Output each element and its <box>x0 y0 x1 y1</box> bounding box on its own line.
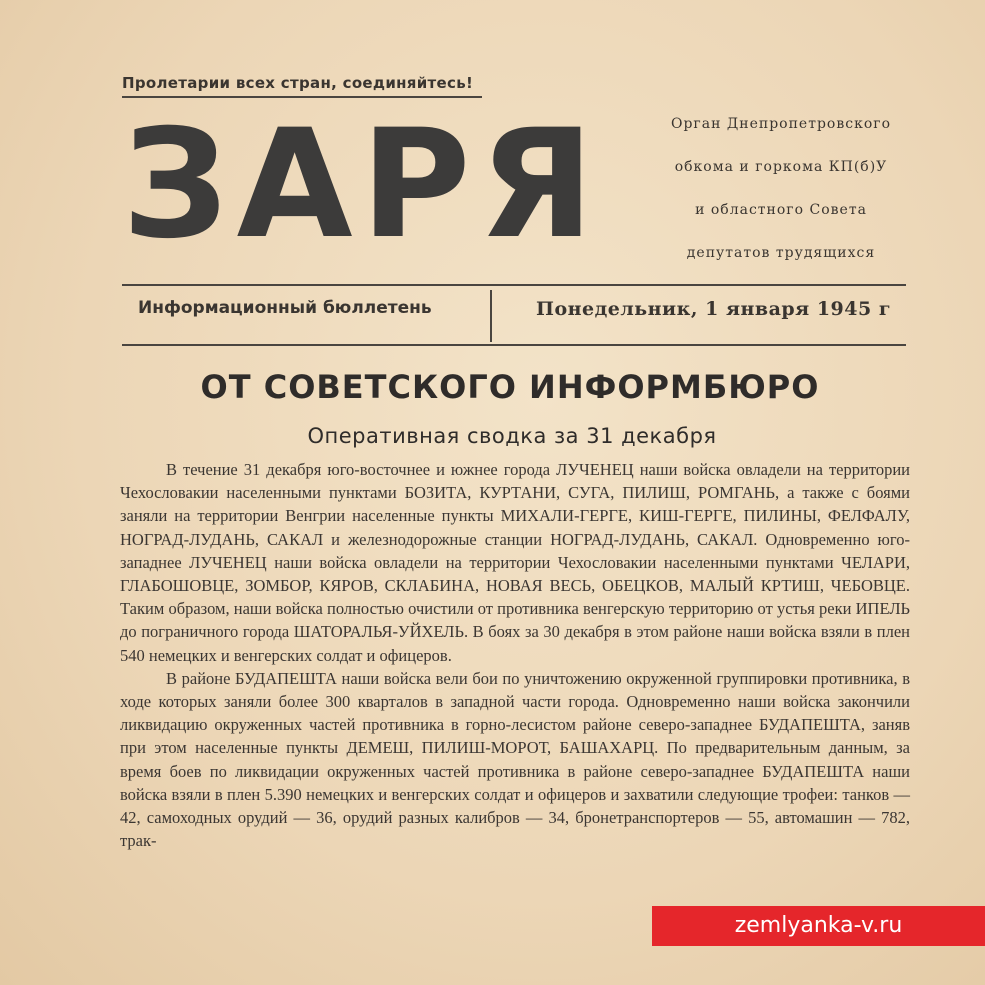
masthead-title: ЗАРЯ <box>122 98 603 272</box>
publisher-info <box>636 112 926 284</box>
slogan: Пролетарии всех стран, соединяйтесь! <box>122 74 474 92</box>
header-divider <box>490 290 492 342</box>
site-watermark: zemlyanka-v.ru <box>652 906 985 946</box>
article-headline: ОТ СОВЕТСКОГО ИНФОРМБЮРО <box>200 368 820 406</box>
article-subheadline: Оперативная сводка за 31 декабря <box>307 424 717 448</box>
issue-date: Понедельник, 1 января 1945 г <box>536 298 891 320</box>
header-rule-bottom <box>122 344 906 346</box>
article-body <box>120 458 910 852</box>
bulletin-label: Информационный бюллетень <box>138 298 432 318</box>
article-paragraph: В районе БУДАПЕШТА наши войска вели бои по уничтожению окруженной группировки противника, в ходе которых заняли более 300 кварталов в западной части города. Одновременно наши войска закончили ликвидацию окруженных частей противника в горно-лесистом районе северо-западнее БУДАПЕШТА, заняв при этом населенные пункты ДЕМЕШ, ПИЛИШ-МОРОТ, БАШАХАРЦ. По предварительным данным, за время боев по ликвидации окруженных частей противника в районе северо-западнее БУДАПЕШТА наши войска взяли в плен 5.390 немецких и венгерских солдат и офицеров и захватили следующие трофеи: танков — 42, самоходных орудий — 36, орудий разных калибров — 34, бронетранспортеров — 55, автомашин — 782, трак- <box>120 668 910 851</box>
publisher-line: Орган Днепропетровского <box>670 116 892 132</box>
publisher-line: депутатов трудящихся <box>686 245 876 261</box>
header-rule-top <box>122 284 906 286</box>
article-paragraph: В течение 31 декабря юго-восточнее и южнее города ЛУЧЕНЕЦ наши войска овладели на территории Чехословакии населенными пунктами БОЗИТА, КУРТАНИ, СУГА, ПИЛИШ, РОМГАНЬ, а также с боями заняли на территории Венгрии населенные пункты МИХАЛИ-ГЕРГЕ, КИШ-ГЕРГЕ, ПИЛИНЫ, ФЕЛФАЛУ, НОГРАД-ЛУДАНЬ, САКАЛ и железнодорожные станции НОГРАД-ЛУДАНЬ, САКАЛ. Одновременно юго-западнее ЛУЧЕНЕЦ наши войска овладели на территории Чехословакии населенными пунктами ЧЕЛАРИ, ГЛАБОШОВЦЕ, ЗОМБОР, КЯРОВ, СКЛАБИНА, НОВАЯ ВЕСЬ, ОБЕЦКОВ, МАЛЫЙ КРТИШ, ЧЕБОВЦЕ. Таким образом, наши войска полностью очистили от противника венгерскую территорию от устья реки ИПЕЛЬ до пограничного города ШАТОРАЛЬЯ-УЙХЕЛЬ. В боях за 30 декабря в этом районе наши войска взяли в плен 540 немецких и венгерских солдат и офицеров. <box>120 460 910 665</box>
publisher-line: и областного Совета <box>695 202 867 218</box>
publisher-line: обкома и горкома КП(б)У <box>674 159 888 175</box>
